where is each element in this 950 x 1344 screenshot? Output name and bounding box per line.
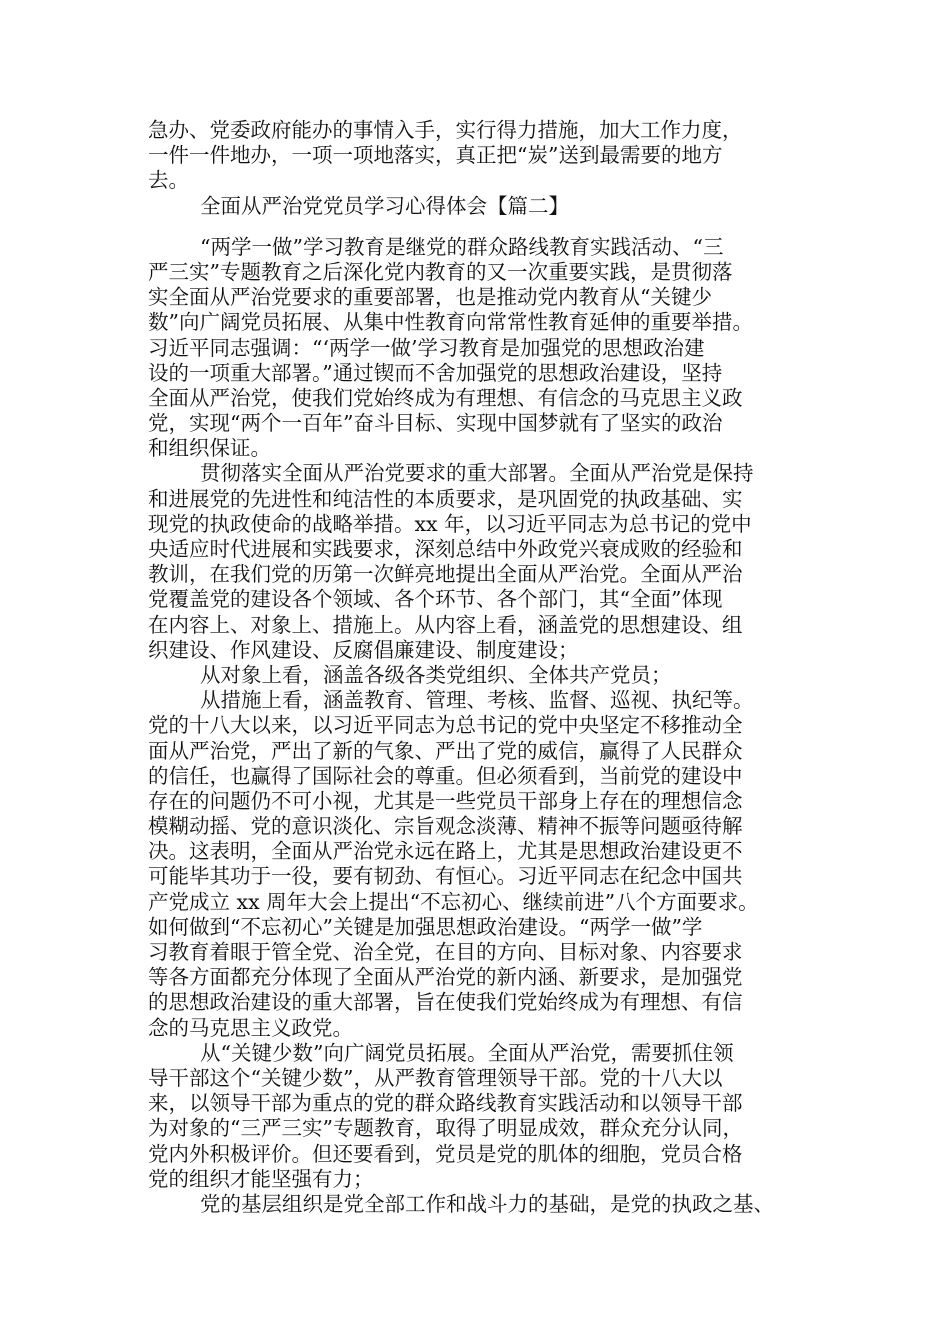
text-line: 从措施上看，涵盖教育、管理、考核、监督、巡视、执纪等。 (200, 688, 754, 713)
section-heading: 全面从严治党党员学习心得体会【篇二】 (200, 193, 569, 218)
text-line: 存在的问题仍不可小视，尤其是一些党员干部身上存在的理想信念 (148, 788, 743, 813)
text-line: 设的一项重大部署。”通过锲而不舍加强党的思想政治建设，坚持 (148, 360, 723, 385)
text-line: 决。这表明，全面从严治党永远在路上，尤其是思想政治建设更不 (148, 839, 743, 864)
text-line: 为对象的“三严三实”专题教育，取得了明显成效，群众充分认同， (148, 1116, 743, 1141)
text-line: 央适应时代进展和实践要求，深刻总结中外政党兴衰成败的经验和 (148, 537, 743, 561)
text-line: 习教育着眼于管全党、治全党，在目的方向、目标对象、内容要求 (148, 940, 743, 964)
text-line: 党的组织才能坚强有力； (148, 1166, 374, 1191)
text-line: 可能毕其功于一役，要有韧劲、有恒心。习近平同志在纪念中国共 (148, 864, 743, 889)
text-line: 如何做到“不忘初心”关键是加强思想政治建设。“两学一做”学 (148, 914, 703, 939)
text-line: 党，实现“两个一百年”奋斗目标、实现中国梦就有了坚实的政治 (148, 411, 723, 436)
text-line: 和组织保证。 (148, 436, 271, 461)
document-body (148, 118, 808, 1217)
text-line: 等各方面都充分体现了全面从严治党的新内涵、新要求，是加强党 (148, 965, 743, 990)
text-line: 的信任，也赢得了国际社会的尊重。但必须看到，当前党的建设中 (148, 763, 743, 788)
text-line: 党内外积极评价。但还要看到，党员是党的肌体的细胞，党员合格 (148, 1141, 743, 1166)
text-line: 数”向广阔党员拓展、从集中性教育向常常性教育延伸的重要举措。 (148, 310, 753, 335)
text-line: 贯彻落实全面从严治党要求的重大部署。全面从严治党是保持 (200, 461, 754, 486)
text-line: 急办、党委政府能办的事情入手，实行得力措施，加大工作力度， (148, 118, 743, 142)
text-line: 党覆盖党的建设各个领域、各个环节、各个部门，其“全面”体现 (148, 587, 723, 612)
text-line: 一件一件地办，一项一项地落实，真正把“炭”送到最需要的地方 (148, 143, 723, 168)
text-line: 严三实”专题教育之后深化党内教育的又一次重要实践，是贯彻落 (148, 259, 733, 284)
text-line: 全面从严治党，使我们党始终成为有理想、有信念的马克思主义政 (148, 385, 743, 410)
text-line: 和进展党的先进性和纯洁性的本质要求，是巩固党的执政基础、实 (148, 486, 743, 511)
text-line: 去。 (148, 168, 189, 193)
text-line: 产党成立 xx 周年大会上提出“不忘初心、继续前进”八个方面要求。 (148, 889, 759, 914)
text-line: “两学一做”学习教育是继党的群众路线教育实践活动、“三 (200, 234, 724, 259)
text-line: 模糊动摇、党的意识淡化、宗旨观念淡薄、精神不振等问题亟待解 (148, 814, 743, 839)
text-line: 习近平同志强调：“‘两学一做’学习教育是加强党的思想政治建 (148, 335, 705, 360)
paragraph-gap (148, 219, 808, 235)
text-line: 来，以领导干部为重点的党的群众路线教育实践活动和以领导干部 (148, 1091, 743, 1116)
text-line: 在内容上、对象上、措施上。从内容上看，涵盖党的思想建设、组 (148, 612, 743, 637)
text-line: 实全面从严治党要求的重要部署，也是推动党内教育从“关键少 (148, 285, 712, 310)
text-line: 教训，在我们党的历第一次鲜亮地提出全面从严治党。全面从严治 (148, 562, 743, 587)
text-line: 现党的执政使命的战略举措。xx 年，以习近平同志为总书记的党中 (148, 511, 752, 536)
text-line: 的思想政治建设的重大部署，旨在使我们党始终成为有理想、有信 (148, 990, 743, 1015)
text-line: 念的马克思主义政党。 (148, 1015, 353, 1040)
text-line: 导干部这个“关键少数”，从严教育管理领导干部。党的十八大以 (148, 1065, 723, 1090)
text-line: 面从严治党，严出了新的气象、严出了党的威信，赢得了人民群众 (148, 738, 743, 763)
text-line: 党的基层组织是党全部工作和战斗力的基础，是党的执政之基、 (200, 1191, 774, 1216)
text-line: 织建设、作风建设、反腐倡廉建设、制度建设； (148, 637, 579, 662)
text-line: 从对象上看，涵盖各级各类党组织、全体共产党员； (200, 662, 672, 687)
text-line: 从“关键少数”向广阔党员拓展。全面从严治党，需要抓住领 (200, 1040, 734, 1065)
text-line: 党的十八大以来，以习近平同志为总书记的党中央坚定不移推动全 (148, 713, 743, 738)
